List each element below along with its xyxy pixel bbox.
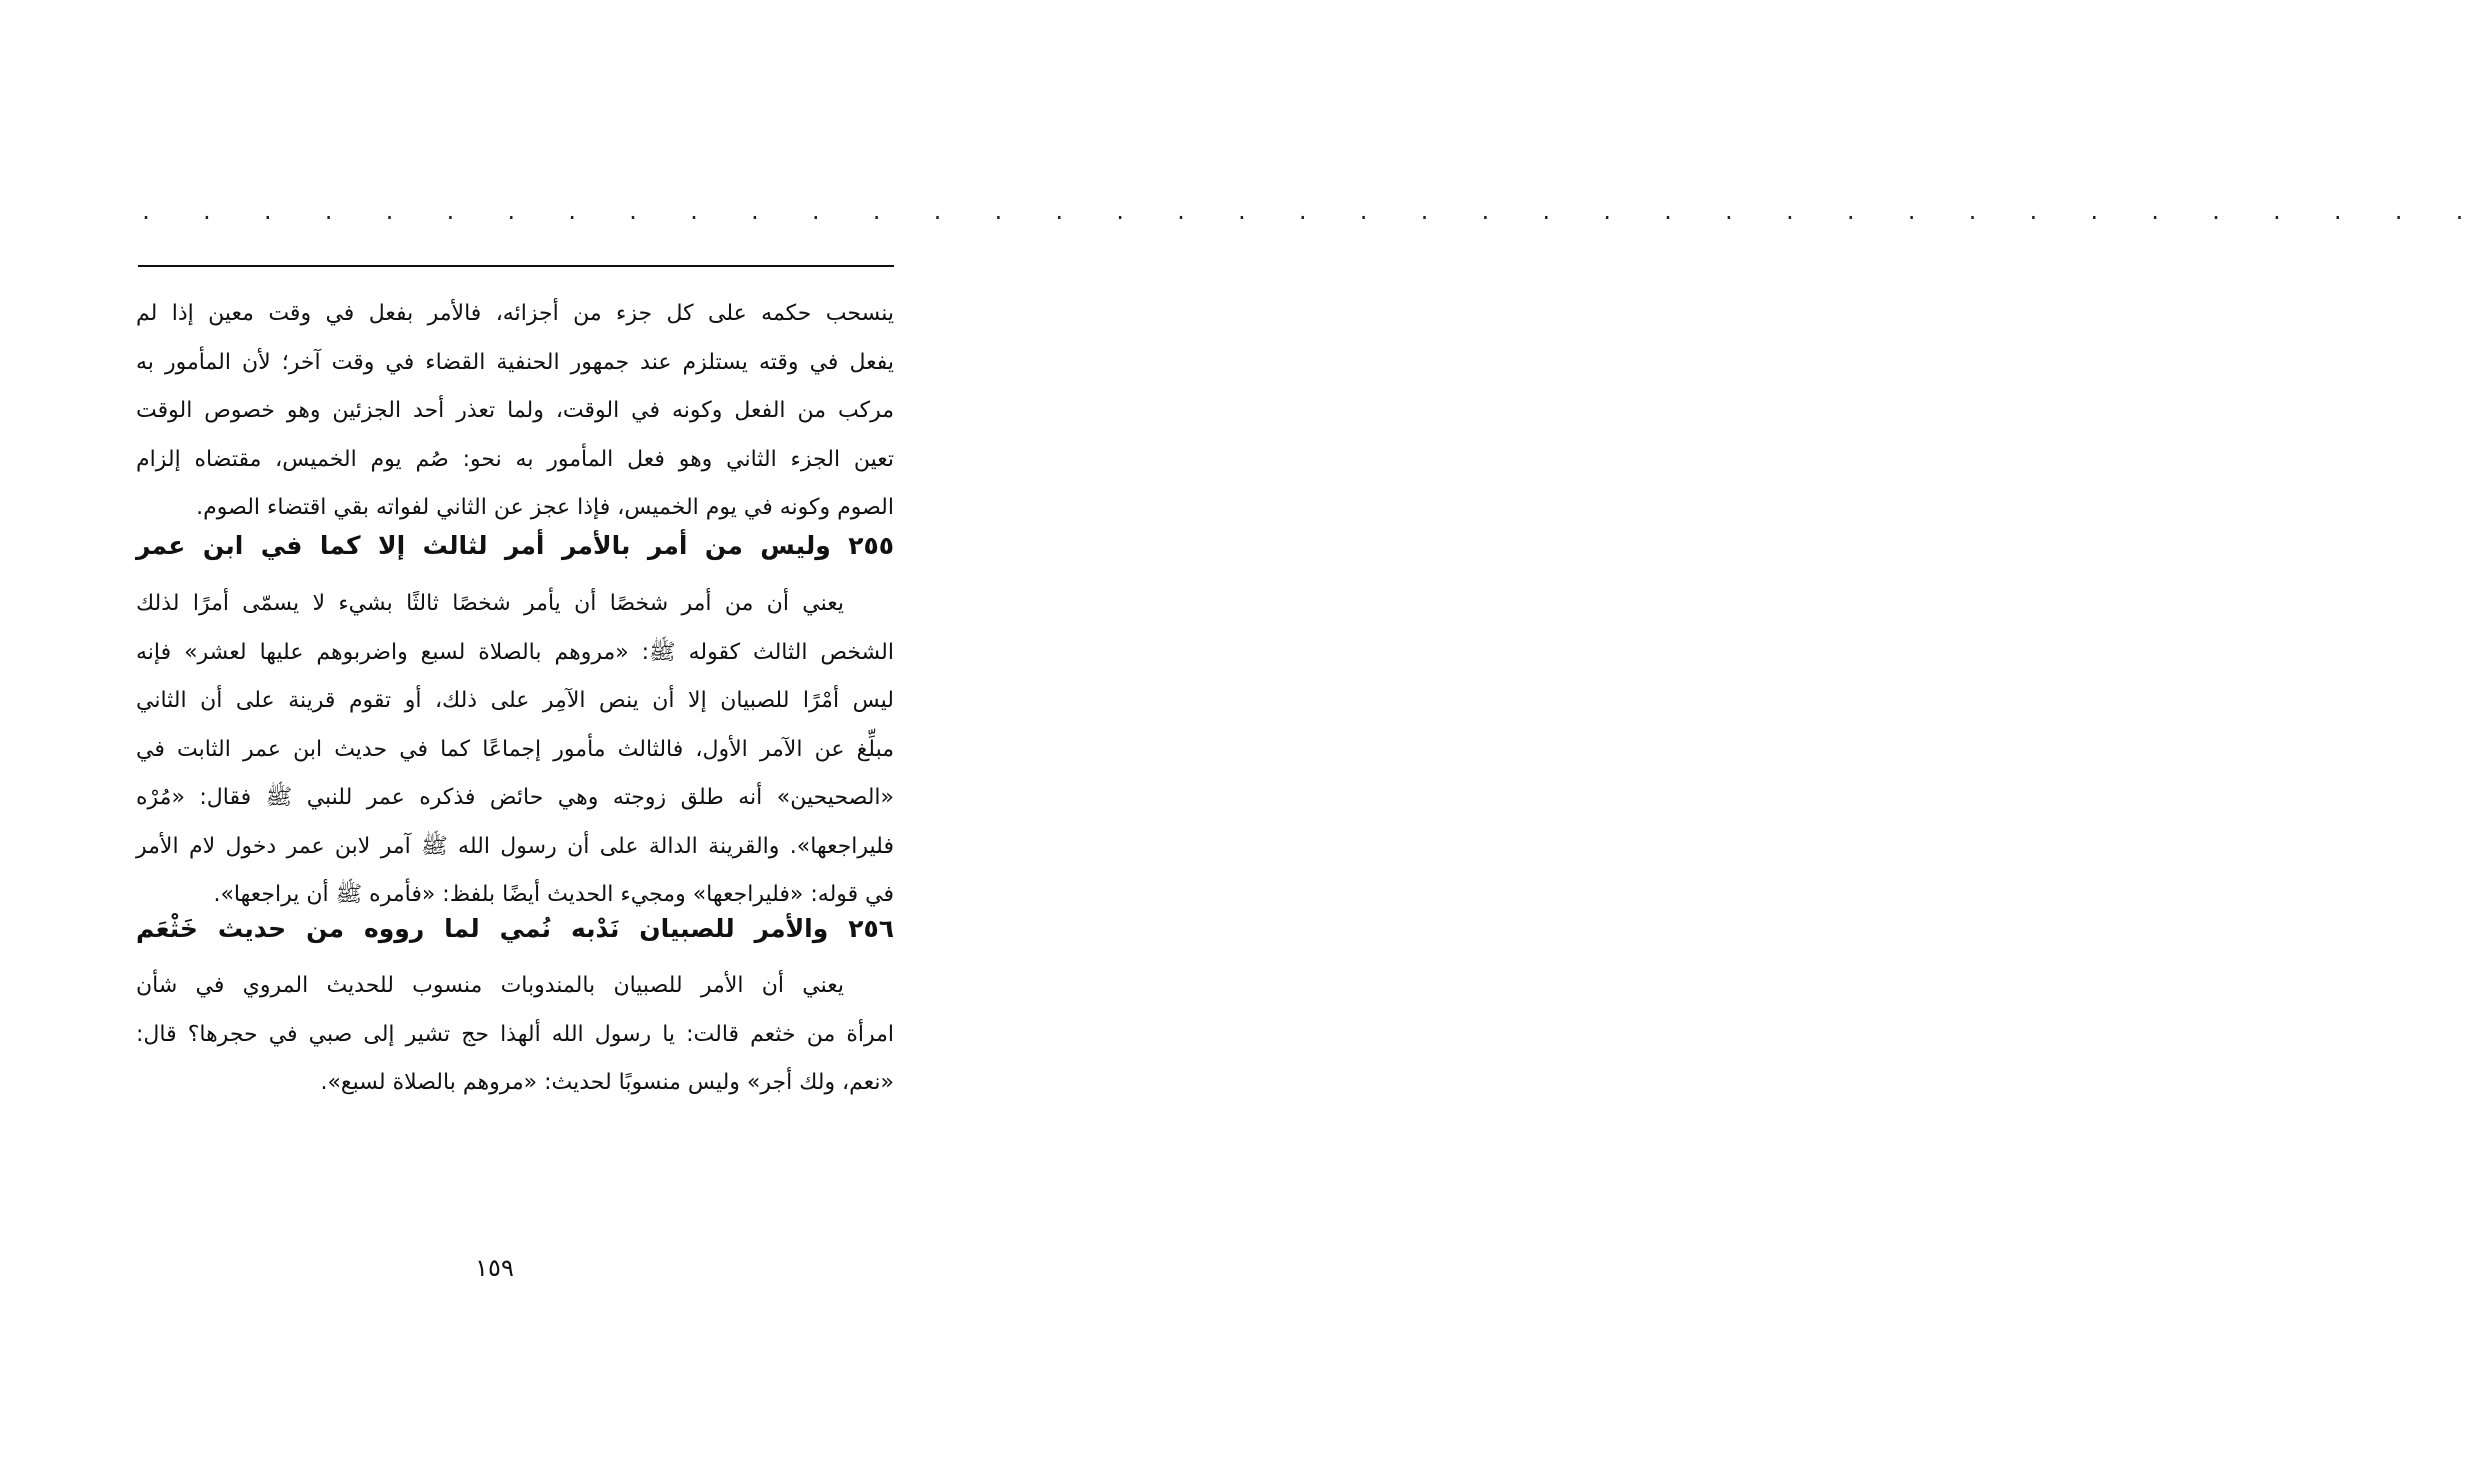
paragraph-block-2: [136, 580, 894, 920]
text-line: في قوله: «فليراجعها» ومجيء الحديث أيضًا بلفظ: «فأمره ﷺ أن يراجعها».: [213, 882, 894, 907]
text-line: ينسحب حكمه على كل جزء من أجزائه، فالأمر بفعل في وقت معين إذا لم: [136, 301, 894, 326]
text-line: يعني أن الأمر للصبيان بالمندوبات منسوب للحديث المروي في شأن: [136, 973, 844, 998]
text-line: مركب من الفعل وكونه في الوقت، ولما تعذر أحد الجزئين وهو خصوص الوقت: [136, 398, 894, 423]
text-line: «الصحيحين» أنه طلق زوجته وهي حائض فذكره عمر للنبي ﷺ فقال: «مُرْه: [136, 785, 894, 810]
verse-255: [136, 522, 894, 570]
paragraph-block-3: [136, 962, 894, 1108]
paragraph-block-1: [136, 290, 894, 533]
verse-text: ٢٥٥ وليس من أمر بالأمر أمر لثالث إلا كما في ابن عمر: [136, 531, 894, 560]
text-line: «نعم، ولك أجر» وليس منسوبًا لحديث: «مروهم بالصلاة لسبع».: [320, 1070, 894, 1095]
verse-text: ٢٥٦ والأمر للصبيان نَدْبه نُمي لما رووه من حديث خَثْعَم: [136, 914, 894, 943]
text-line: الشخص الثالث كقوله ﷺ: «مروهم بالصلاة لسبع واضربوهم عليها لعشر» فإنه: [136, 639, 894, 665]
text-line: مبلِّغ عن الآمر الأول، فالثالث مأمور إجماعًا كما في حديث ابن عمر الثابت في: [136, 736, 894, 762]
text-line: ليس أمْرًا للصبيان إلا أن ينص الآمِر على ذلك، أو تقوم قرينة على أن الثاني: [136, 688, 894, 713]
page-number: ١٥٩: [475, 1254, 514, 1282]
text-line: تعين الجزء الثاني وهو فعل المأمور به نحو: صُم يوم الخميس، مقتضاه إلزام: [136, 446, 894, 472]
text-line: يعني أن من أمر شخصًا أن يأمر شخصًا ثالثًا بشيء لا يسمّى أمرًا لذلك: [136, 591, 844, 616]
separator-dots: . . . . . . . . . . . . . . . . . . . . . . . . . . . . . . . . . . . . . . .: [140, 200, 2484, 224]
text-line: الصوم وكونه في يوم الخميس، فإذا عجز عن الثاني لفواته بقي اقتضاء الصوم.: [196, 495, 894, 520]
text-line: امرأة من خثعم قالت: يا رسول الله ألهذا حج تشير إلى صبي في حجرها؟ قال:: [136, 1021, 894, 1047]
text-line: فليراجعها». والقرينة الدالة على أن رسول الله ﷺ آمر لابن عمر دخول لام الأمر: [136, 833, 894, 859]
footnote-rule: [138, 265, 894, 267]
verse-256: [136, 905, 894, 953]
text-line: يفعل في وقته يستلزم عند جمهور الحنفية القضاء في وقت آخر؛ لأن المأمور به: [136, 349, 894, 375]
